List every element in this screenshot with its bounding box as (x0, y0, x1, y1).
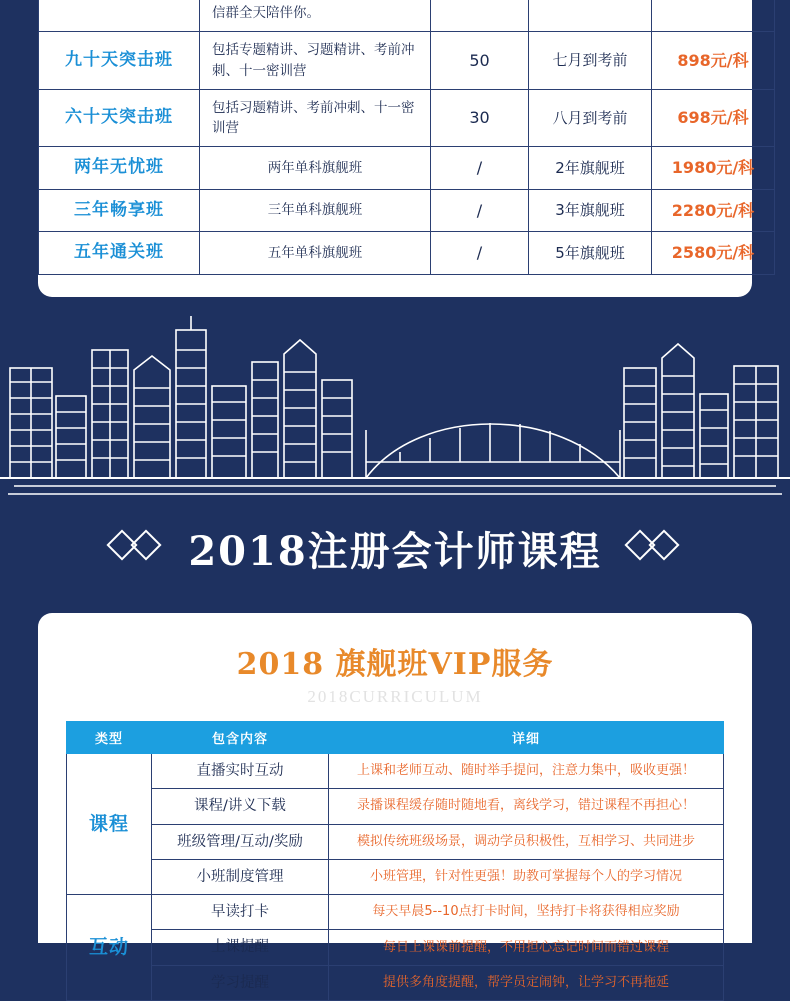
vip-category-interaction: 互动 (67, 895, 152, 1001)
vip-category-course: 课程 (67, 754, 152, 895)
price-row-name (39, 0, 200, 32)
price-row-price: 2280元/科 (652, 189, 775, 232)
vip-header-content: 包含内容 (152, 722, 329, 754)
price-row-price: 898元/科 (652, 32, 775, 90)
price-row-price: 2580元/科 (652, 232, 775, 275)
table-row (67, 930, 724, 965)
table-row (39, 147, 775, 190)
price-row-period: 3年旗舰班 (529, 189, 652, 232)
section-title (0, 520, 790, 577)
price-row-name: 三年畅享班 (39, 189, 200, 232)
vip-detail: 每日上课课前提醒，不用担心忘记时间而错过课程 (329, 930, 724, 965)
price-row-desc: 信群全天陪伴你。 (200, 0, 431, 32)
vip-detail: 每天早晨5--10点打卡时间，坚持打卡将获得相应奖励 (329, 895, 724, 930)
vip-header-detail: 详细 (329, 722, 724, 754)
price-row-desc: 五年单科旗舰班 (200, 232, 431, 275)
vip-detail: 录播课程缓存随时随地看，离线学习，错过课程不再担心！ (329, 789, 724, 824)
price-row-name: 五年通关班 (39, 232, 200, 275)
price-row-num (431, 0, 529, 32)
price-row-desc: 三年单科旗舰班 (200, 189, 431, 232)
table-row (67, 824, 724, 859)
price-row-num: / (431, 147, 529, 190)
table-row (67, 789, 724, 824)
vip-item: 上课提醒 (152, 930, 329, 965)
price-row-desc: 两年单科旗舰班 (200, 147, 431, 190)
table-row (67, 754, 724, 789)
vip-header-type: 类型 (67, 722, 152, 754)
section-title-text: 2018注册会计师课程 (188, 528, 602, 575)
vip-subtitle: 2018CURRICULUM (307, 687, 483, 706)
table-row (39, 0, 775, 32)
price-row-name: 六十天突击班 (39, 89, 200, 147)
price-row-desc: 包括专题精讲、习题精讲、考前冲刺、十一密训营 (200, 32, 431, 90)
table-row (39, 232, 775, 275)
table-row (67, 895, 724, 930)
price-row-num: / (431, 232, 529, 275)
vip-service-table (66, 721, 724, 1001)
price-row-period: 八月到考前 (529, 89, 652, 147)
diamond-left-icon (106, 529, 166, 568)
price-row-price: 1980元/科 (652, 147, 775, 190)
table-row (67, 859, 724, 894)
table-row (39, 32, 775, 90)
price-row-num: 50 (431, 32, 529, 90)
vip-item: 学习提醒 (152, 965, 329, 1000)
price-row-period (529, 0, 652, 32)
price-row-period: 2年旗舰班 (529, 147, 652, 190)
price-row-period: 七月到考前 (529, 32, 652, 90)
vip-detail: 上课和老师互动、随时举手提问，注意力集中，吸收更强！ (329, 754, 724, 789)
vip-item: 小班制度管理 (152, 859, 329, 894)
table-header-row (67, 722, 724, 754)
diamond-right-icon (624, 529, 684, 568)
price-row-num: / (431, 189, 529, 232)
price-row-price: 698元/科 (652, 89, 775, 147)
price-row-price (652, 0, 775, 32)
vip-title: 2018 旗舰班VIP服务 (236, 647, 554, 682)
price-table (38, 0, 775, 275)
vip-item: 课程/讲义下载 (152, 789, 329, 824)
vip-detail: 小班管理，针对性更强！助教可掌握每个人的学习情况 (329, 859, 724, 894)
vip-detail: 模拟传统班级场景，调动学员积极性，互相学习、共同进步 (329, 824, 724, 859)
vip-service-card (38, 613, 752, 991)
price-row-period: 5年旗舰班 (529, 232, 652, 275)
price-row-num: 30 (431, 89, 529, 147)
price-table-card (38, 0, 755, 297)
price-row-desc: 包括习题精讲、考前冲刺、十一密训营 (200, 89, 431, 147)
vip-item: 早读打卡 (152, 895, 329, 930)
vip-item: 直播实时互动 (152, 754, 329, 789)
vip-item: 班级管理/互动/奖励 (152, 824, 329, 859)
table-row (39, 89, 775, 147)
city-skyline-illustration (0, 310, 790, 500)
price-row-name: 九十天突击班 (39, 32, 200, 90)
table-row (67, 965, 724, 1000)
vip-detail: 提供多角度提醒，帮学员定闹钟，让学习不再拖延 (329, 965, 724, 1000)
price-row-name: 两年无忧班 (39, 147, 200, 190)
table-row (39, 189, 775, 232)
